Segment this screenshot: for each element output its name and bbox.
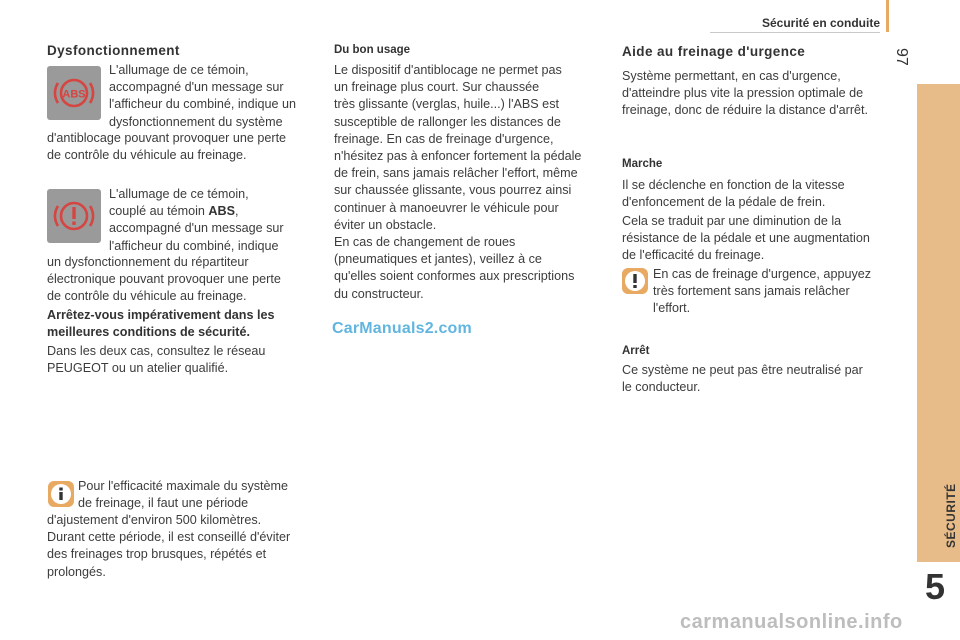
abs-paragraph-full: d'antiblocage pouvant provoquer une perte de contrôle du véhicule au freinage. (47, 131, 287, 163)
abs-warning-icon (47, 66, 101, 120)
consult-network-paragraph: Dans les deux cas, consultez le réseau PEUGEOT ou un atelier qualifié. (47, 344, 266, 376)
arret-heading: Arrêt (622, 345, 650, 357)
ebd-paragraph-full: un dysfonctionnement du répartiteur électronique pouvant provoquer une perte de contrôle du véhicule au freinage. (47, 255, 281, 304)
abs-icon-label: ABS (62, 88, 86, 101)
watermark-carmanuals2[interactable]: CarManuals2.com (332, 320, 472, 337)
marche-paragraph-1: Il se déclenche en fonction de la vitesse d'enfoncement de la pédale de frein. (622, 178, 845, 210)
abs-paragraph-indented: L'allumage de ce témoin, accompagné d'un message sur l'afficheur du combiné, indique un dysfonctionnement du système (109, 63, 297, 129)
bon-usage-paragraph: Le dispositif d'antiblocage ne permet pas un freinage plus court. Sur chaussée très glissante (verglas, huile...) l'ABS est susceptible de rallonger les distances de freinage. En cas de freinage d'urgence, n'hésitez pas à enfoncer fortement la pédale de frein, sans jamais relâcher l'effort, même sur chaussée glissante, vous pourrez ainsi continuer à manoeuvrer le véhicule pour éviter un obstacle. (334, 63, 582, 232)
dysfonctionnement-heading: Dysfonctionnement (47, 43, 180, 58)
page-header-title: Sécurité en conduite (761, 16, 880, 30)
marche-heading: Marche (622, 158, 663, 170)
arret-paragraph: Ce système ne peut pas être neutralisé par le conducteur. (622, 363, 863, 395)
info-icon (48, 481, 74, 507)
emergency-brake-heading: Aide au freinage d'urgence (622, 44, 806, 59)
wheel-change-paragraph: En cas de changement de roues (pneumatiques et jantes), veillez à ce qu'elles soient conformes aux prescriptions du constructeur. (334, 235, 575, 301)
header-divider (710, 32, 880, 33)
page-number: 97 (893, 48, 910, 66)
watermark-carmanualsonline[interactable]: carmanualsonline.info (680, 611, 903, 633)
info-note-indented: Pour l'efficacité maximale du système de freinage, il faut une période (78, 479, 289, 511)
brake-warning-icon (47, 189, 101, 243)
ebd-paragraph-indented: L'allumage de ce témoin, couplé au témoin ABS, accompagné d'un message sur l'afficheur du combiné, indique (109, 187, 284, 253)
bon-usage-heading: Du bon usage (334, 44, 411, 56)
emergency-brake-intro: Système permettant, en cas d'urgence, d'atteindre plus vite la pression optimale de freinage, donc de réduire la distance d'arrêt. (622, 69, 869, 118)
warning-exclamation-icon (622, 268, 648, 294)
abs-inline-bold: ABS (208, 204, 236, 219)
chapter-number: 5 (925, 566, 946, 607)
info-note-full: d'ajustement d'environ 500 kilomètres. Durant cette période, il est conseillé d'éviter des freinages trop brusques, répétés et prolongés. (47, 513, 291, 579)
marche-paragraph-2: Cela se traduit par une diminution de la résistance de la pédale et une augmentation de l'efficacité du freinage. (622, 214, 870, 263)
stop-warning-bold: Arrêtez-vous impérativement dans les meilleures conditions de sécurité. (47, 308, 275, 340)
emergency-warning-note: En cas de freinage d'urgence, appuyez très fortement sans jamais relâcher l'effort. (653, 267, 872, 316)
header-accent-bar (886, 0, 889, 32)
chapter-tab-label: SÉCURITÉ (944, 483, 958, 548)
